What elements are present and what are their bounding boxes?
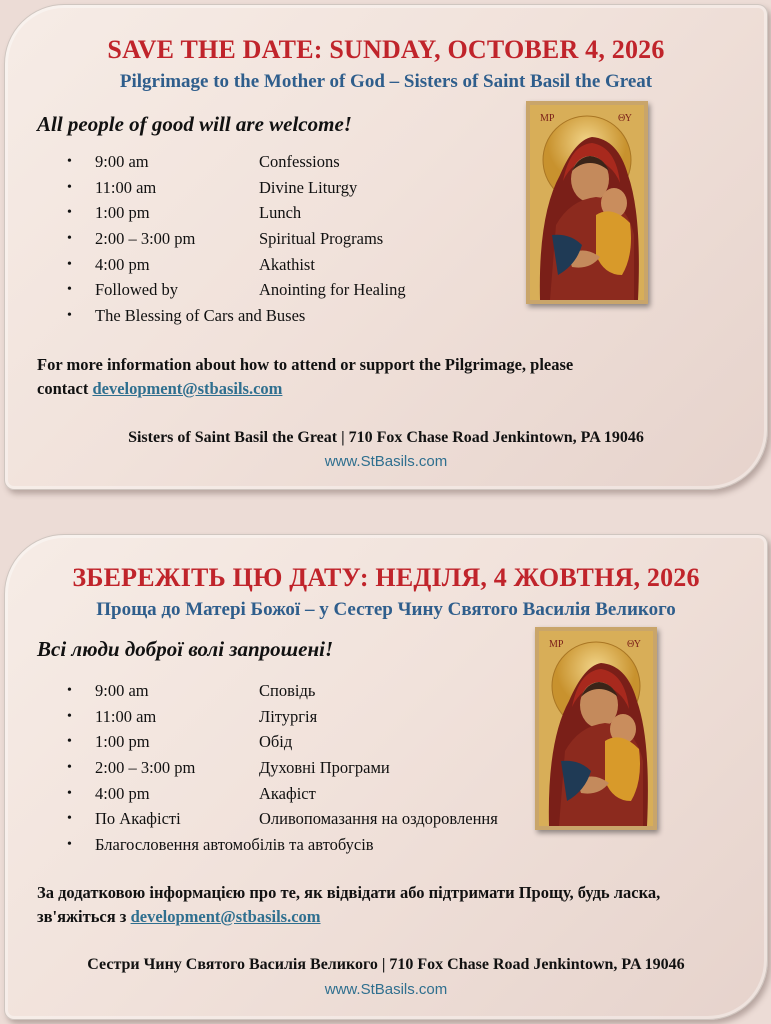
schedule-time: 9:00 am [95,152,149,171]
theotokos-icon [526,101,648,304]
bullet-icon: • [67,179,72,195]
website-link[interactable]: www.StBasils.com [324,453,448,470]
icon-monogram-left: ΜΡ [549,639,564,650]
contact-info [37,881,660,929]
schedule-event: Акафіст [259,783,316,803]
event-subtitle: Pilgrimage to the Mother of God – Sisters of Saint Basil the Great [119,71,653,92]
contact-prefix: contact [37,379,93,398]
schedule-event: Divine Liturgy [259,177,358,197]
contact-line: For more information about how to attend or support the Pilgrimage, please [37,355,574,374]
schedule-time: 2:00 – 3:00 pm [95,758,196,778]
bullet-icon: • [67,256,72,272]
schedule-time: 2:00 – 3:00 pm [95,229,196,249]
bullet-icon: • [67,760,72,776]
schedule-time: 4:00 pm [95,783,150,803]
event-title: ЗБЕРЕЖІТЬ ЦЮ ДАТУ: НЕДІЛЯ, 4 ЖОВТНЯ, 2026 [72,563,700,592]
theotokos-icon [535,627,657,830]
bullet-icon: • [67,683,72,698]
address-line: Sisters of Saint Basil the Great | 710 Fox Chase Road Jenkintown, PA 19046 [128,429,644,446]
ukrainian-flyer-card [4,534,768,1020]
bullet-icon: • [67,785,72,801]
schedule-event: Akathist [259,254,315,274]
schedule-time: 11:00 am [95,706,157,726]
bullet-icon: • [67,231,72,247]
address-line: Сестри Чину Святого Василія Великого | 710 Fox Chase Road Jenkintown, PA 19046 [87,956,685,973]
bullet-icon: • [67,282,72,298]
welcome-text: All people of good will are welcome! [37,112,352,136]
schedule-time: 11:00 am [95,177,157,197]
contact-line [37,905,660,929]
schedule-event: Оливопомазання на оздоровлення [259,809,498,829]
bullet-icon: • [67,734,72,750]
schedule-event: Сповідь [259,681,316,700]
contact-info [37,353,573,401]
schedule-event: Lunch [259,203,302,223]
schedule-time: По Акафісті [95,809,181,829]
bullet-icon: • [67,308,72,324]
schedule-event: Обід [259,732,293,752]
event-subtitle: Проща до Матері Божої – у Сестер Чину Святого Василія Великого [96,599,676,620]
schedule-time: 9:00 am [95,681,149,700]
schedule-time: Followed by [95,280,178,300]
icon-monogram-right: ΘΥ [618,113,632,124]
english-flyer-card [4,4,768,490]
icon-monogram-left: ΜΡ [540,113,555,124]
schedule-event: Spiritual Programs [259,229,384,249]
event-title: SAVE THE DATE: SUNDAY, OCTOBER 4, 2026 [107,35,665,64]
contact-prefix: зв'яжіться з [37,907,131,926]
schedule-event: Confessions [259,152,340,171]
schedule-time: 1:00 pm [95,203,150,223]
icon-monogram-right: ΘΥ [627,639,641,650]
website-link[interactable]: www.StBasils.com [324,981,448,998]
bullet-icon: • [67,837,72,853]
bullet-icon: • [67,154,72,169]
email-link[interactable]: development@stbasils.com [130,907,321,926]
email-link[interactable]: development@stbasils.com [92,379,283,398]
bullet-icon: • [67,811,72,827]
contact-line: За додатковою інформацією про те, як відвідати або підтримати Прощу, будь ласка, [37,883,661,902]
schedule-event: Anointing for Healing [259,280,406,300]
schedule-event: Літургія [259,706,318,726]
schedule-time: 1:00 pm [95,732,150,752]
contact-line [37,377,573,401]
schedule-time: 4:00 pm [95,254,150,274]
bullet-icon: • [67,708,72,724]
schedule-event: Духовні Програми [259,758,390,778]
welcome-text: Всі люди доброї волі запрошені! [37,637,334,661]
schedule-time: The Blessing of Cars and Buses [95,306,306,326]
bullet-icon: • [67,205,72,221]
schedule-time: Благословення автомобілів та автобусів [95,835,374,855]
